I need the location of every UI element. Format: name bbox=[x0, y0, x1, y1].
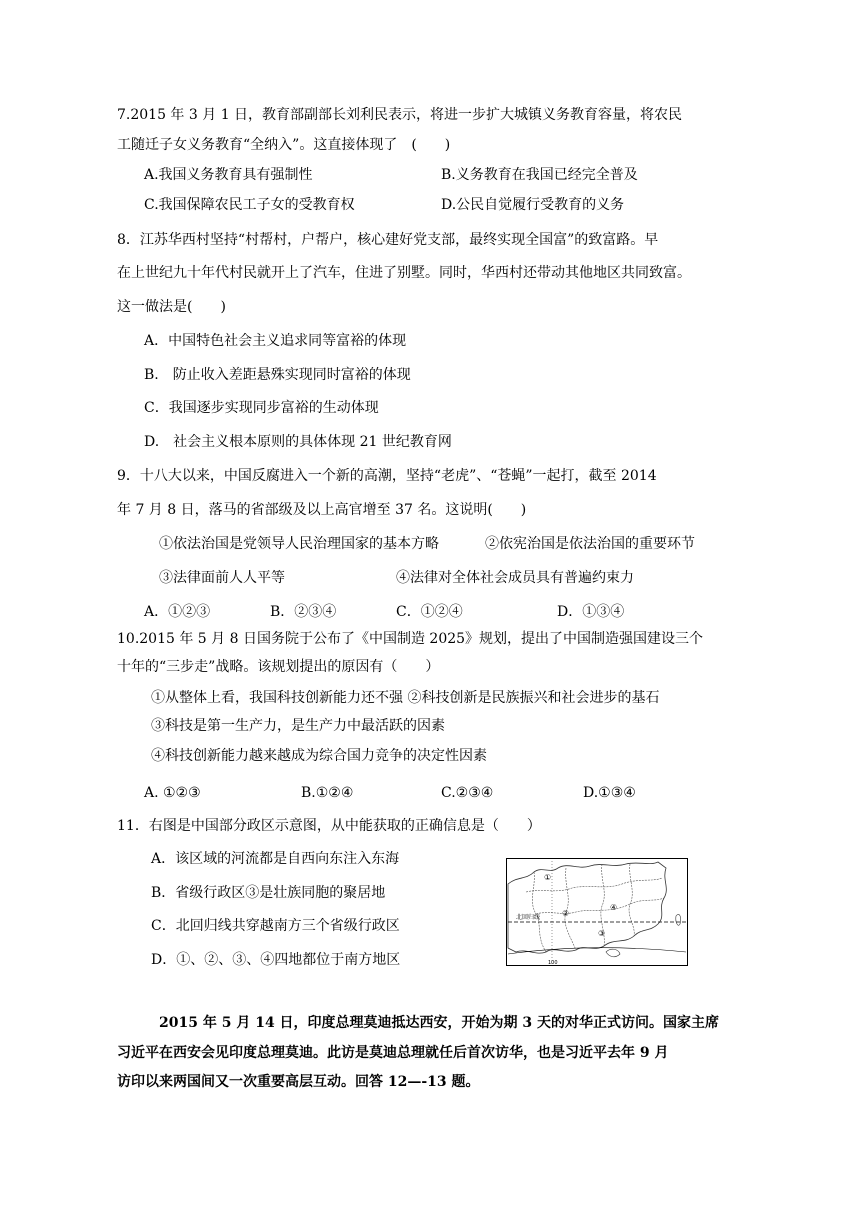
q7-option-c: C.我国保障农民工子女的受教育权 bbox=[144, 197, 355, 213]
q11-option-b: B．省级行政区③是壮族同胞的聚居地 bbox=[151, 885, 386, 901]
q10-option-d: D.①③④ bbox=[583, 785, 636, 801]
map-label-2: ② bbox=[562, 909, 570, 918]
q9-option-d: D．①③④ bbox=[557, 604, 625, 620]
q9-option-b: B．②③④ bbox=[270, 604, 337, 620]
q7-option-d: D.公民自觉履行受教育的义务 bbox=[441, 197, 625, 213]
q10-option-b: B.①②④ bbox=[301, 785, 354, 801]
q9-statement-1: ①依法治国是党领导人民治理国家的基本方略 bbox=[159, 536, 439, 552]
map-longitude-label: 100 bbox=[548, 960, 558, 966]
map-label-3: ③ bbox=[598, 929, 606, 938]
q10-statement-3: ③科技是第一生产力，是生产力中最活跃的因素 bbox=[151, 718, 445, 734]
q8-option-c: C．我国逐步实现同步富裕的生动体现 bbox=[144, 400, 379, 416]
q11-option-a: A．该区域的河流都是自西向东注入东海 bbox=[151, 851, 400, 867]
china-region-map bbox=[506, 858, 688, 966]
map-label-4: ④ bbox=[610, 903, 618, 912]
q10-statement-4: ④科技创新能力越来越成为综合国力竞争的决定性因素 bbox=[151, 748, 487, 764]
q9-option-a: A．①②③ bbox=[144, 604, 211, 620]
q8-stem-line2: 在上世纪九十年代村民就开上了汽车，住进了别墅。同时，华西村还带动其他地区共同致富。 bbox=[117, 265, 691, 281]
q10-option-a: A. ①②③ bbox=[144, 785, 201, 801]
q10-stem-line2: 十年的“三步走”战略。该规划提出的原因有（ ） bbox=[117, 659, 440, 675]
q7-option-a: A.我国义务教育具有强制性 bbox=[144, 167, 313, 183]
passage-line1: 2015 年 5 月 14 日，印度总理莫迪抵达西安，开始为期 3 天的对华正式访问。国家主席 bbox=[159, 1015, 720, 1031]
q10-option-c: C.②③④ bbox=[441, 785, 494, 801]
q11-stem: 11．右图是中国部分政区示意图，从中能获取的正确信息是（ ） bbox=[117, 818, 541, 834]
q8-stem-line3: 这一做法是( ) bbox=[117, 299, 226, 315]
q11-option-d: D．①、②、③、④四地都位于南方地区 bbox=[151, 952, 401, 968]
passage-line2: 习近平在西安会见印度总理莫迪。此访是莫迪总理就任后首次访华，也是习近平去年 9 月 bbox=[117, 1045, 669, 1061]
map-label-1: ① bbox=[544, 873, 552, 882]
q9-statement-4: ④法律对全体社会成员具有普遍约束力 bbox=[396, 570, 634, 586]
q8-option-b: B. 防止收入差距悬殊实现同时富裕的体现 bbox=[144, 367, 411, 383]
q9-statement-2: ②依宪治国是依法治国的重要环节 bbox=[485, 536, 695, 552]
q9-stem-line1: 9．十八大以来，中国反腐进入一个新的高潮，坚持“老虎”、“苍蝇”一起打，截至 2014 bbox=[117, 468, 657, 484]
q8-stem-line1: 8．江苏华西村坚持“村帮村，户帮户，核心建好党支部，最终实现全国富”的致富路。早 bbox=[117, 232, 659, 248]
q8-option-d: D. 社会主义根本原则的具体体现 21 世纪教育网 bbox=[144, 434, 452, 450]
q7-stem-line1: 7.2015 年 3 月 1 日，教育部副部长刘利民表示，将进一步扩大城镇义务教育容量，将农民 bbox=[117, 107, 683, 123]
q7-option-b: B.义务教育在我国已经完全普及 bbox=[441, 167, 638, 183]
map-tropic-label: 北回归线 bbox=[516, 914, 541, 921]
q8-option-a: A．中国特色社会主义追求同等富裕的体现 bbox=[144, 333, 407, 349]
q10-statements-1-2: ①从整体上看，我国科技创新能力还不强 ②科技创新是民族振兴和社会进步的基石 bbox=[151, 690, 660, 706]
q7-stem-line2: 工随迁子女义务教育“全纳入”。这直接体现了 ( ) bbox=[117, 137, 451, 153]
q11-option-c: C．北回归线共穿越南方三个省级行政区 bbox=[151, 918, 400, 934]
q10-stem-line1: 10.2015 年 5 月 8 日国务院于公布了《中国制造 2025》规划，提出了中国制造强国建设三个 bbox=[117, 631, 704, 647]
q9-stem-line2: 年 7 月 8 日，落马的省部级及以上高官增至 37 名。这说明( ) bbox=[117, 502, 527, 518]
q9-statement-3: ③法律面前人人平等 bbox=[159, 570, 285, 586]
q9-option-c: C．①②④ bbox=[396, 604, 463, 620]
passage-line3: 访印以来两国间又一次重要高层互动。回答 12—-13 题。 bbox=[117, 1074, 480, 1090]
